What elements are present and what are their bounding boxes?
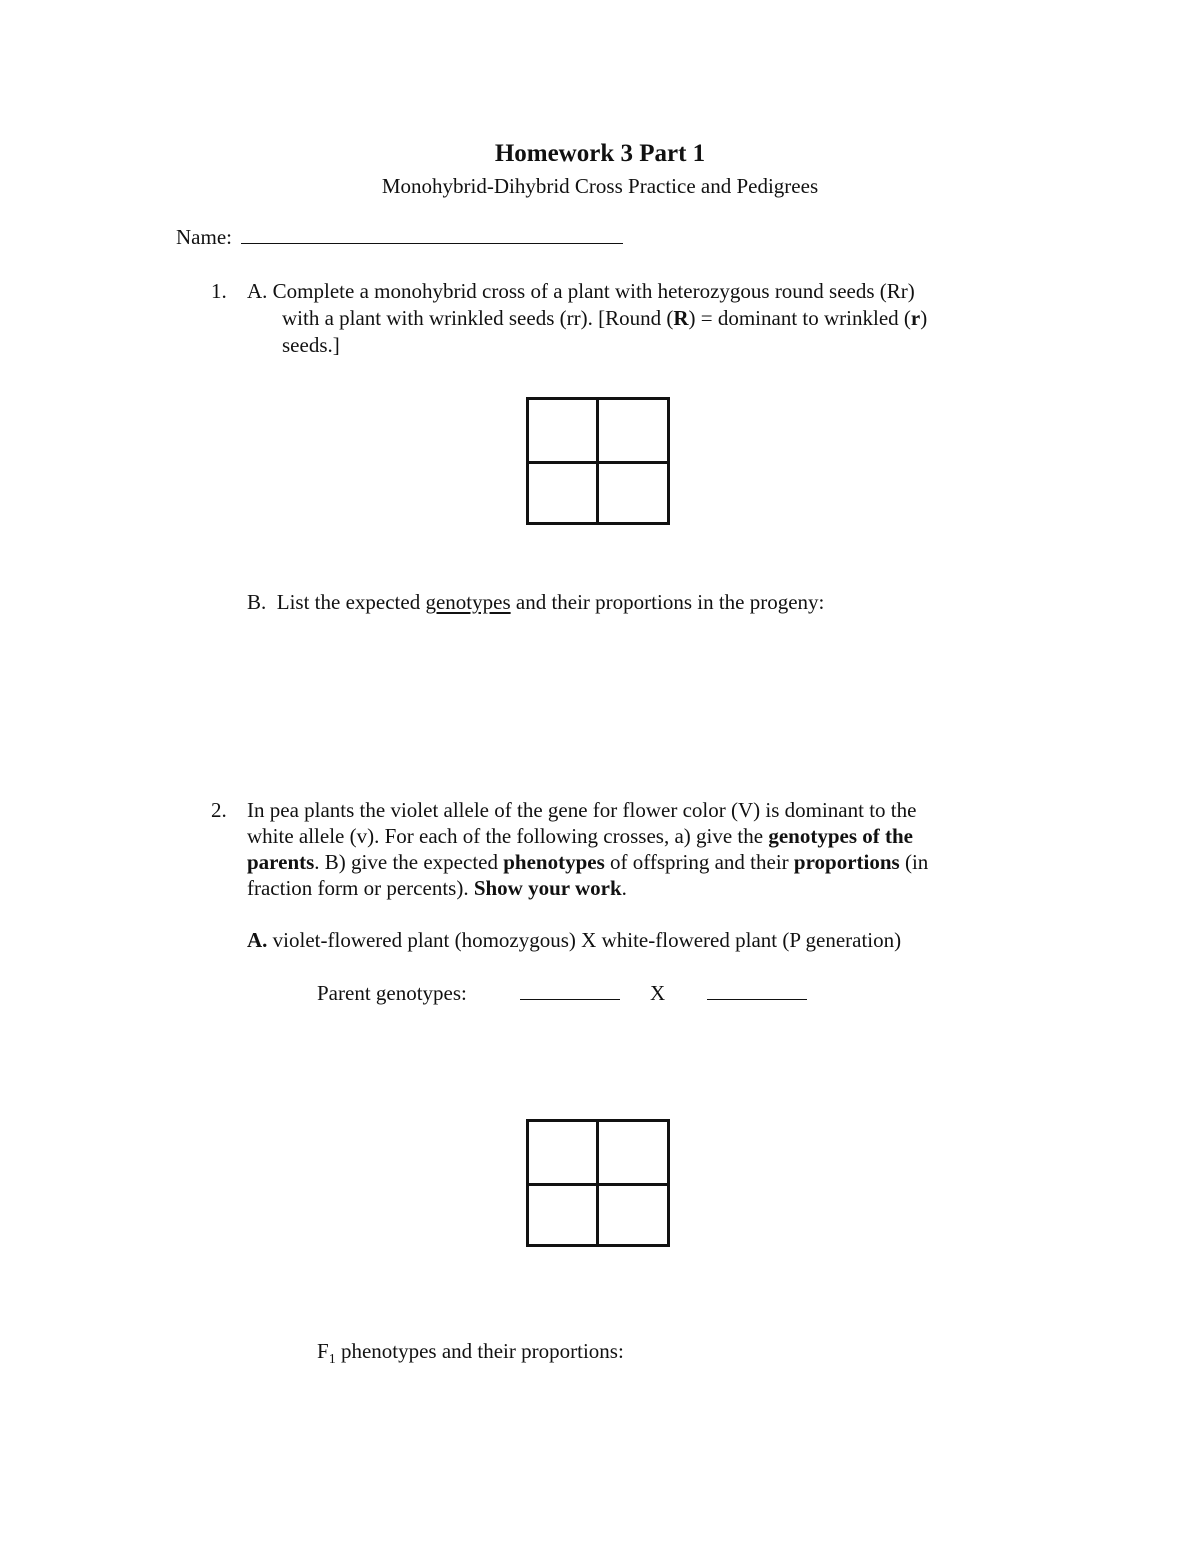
punnett-cell[interactable]: [529, 1122, 599, 1186]
parent-genotype-blank-1[interactable]: [520, 999, 620, 1000]
q2-intro-text-4c: .: [621, 876, 627, 900]
q1a-recessive-allele: r: [910, 306, 921, 330]
q2a-parent-genotypes-label: Parent genotypes:: [317, 981, 467, 1005]
q1a-text-line2-a: with a plant with wrinkled seeds (rr). [Round (: [282, 306, 674, 330]
q2-intro-bold-parents: parents: [247, 850, 315, 874]
page-title: Homework 3 Part 1: [494, 140, 706, 167]
q2-intro-text-3f: (in: [899, 850, 929, 874]
q1b-line: [247, 589, 824, 615]
q2a-text: violet-flowered plant (homozygous) X white-flowered plant (P generation): [267, 928, 902, 952]
name-label: Name:: [176, 225, 232, 249]
q2-intro-line2: [247, 823, 913, 849]
f1-subscript: 1: [328, 1352, 336, 1368]
q2-intro-text-3b: . B) give the expected: [314, 850, 504, 874]
q2-intro-bold-show-work: Show your work: [473, 876, 622, 900]
q2-number: 2.: [211, 798, 227, 822]
q2-intro-text-2a: white allele (v). For each of the following crosses, a) give the: [247, 824, 769, 848]
q1b-text-b: and their proportions in the progeny:: [510, 590, 825, 614]
q2-intro-text-3d: of offspring and their: [604, 850, 794, 874]
f1-prefix: F: [317, 1339, 329, 1363]
q1a-dominant-allele: R: [673, 306, 689, 330]
punnett-square-q1: [526, 397, 670, 525]
q1b-label: B.: [247, 590, 267, 614]
q2-intro-line3: [247, 849, 928, 875]
punnett-cell[interactable]: [529, 1186, 599, 1244]
name-blank[interactable]: [241, 243, 623, 244]
punnett-cell[interactable]: [599, 1122, 667, 1186]
q2a-line: [247, 927, 901, 953]
q1a-text-line1: Complete a monohybrid cross of a plant with heterozygous round seeds (Rr): [272, 279, 915, 303]
q1a-line3: seeds.]: [282, 333, 340, 357]
punnett-cell[interactable]: [529, 400, 599, 464]
q1-number: 1.: [211, 279, 227, 303]
q1a-text-line2-e: ): [920, 306, 928, 330]
cross-symbol: X: [650, 981, 666, 1005]
name-row: [176, 224, 623, 250]
punnett-cell[interactable]: [599, 1186, 667, 1244]
punnett-cell[interactable]: [529, 464, 599, 522]
punnett-cell[interactable]: [599, 400, 667, 464]
parent-genotype-blank-2[interactable]: [707, 999, 807, 1000]
q2-intro-bold-proportions: proportions: [793, 850, 900, 874]
q2-intro-bold-genotypes: genotypes of the: [768, 824, 913, 848]
q1a-label: A.: [247, 279, 268, 303]
f1-phenotypes-line: [317, 1338, 624, 1373]
punnett-cell[interactable]: [599, 464, 667, 522]
q1a-line1: [247, 278, 915, 304]
q2-intro-bold-phenotypes: phenotypes: [503, 850, 605, 874]
q2-intro-line1: In pea plants the violet allele of the gene for flower color (V) is dominant to the: [247, 798, 917, 822]
f1-text: phenotypes and their proportions:: [335, 1339, 624, 1363]
q1a-text-line2-c: ) = dominant to wrinkled (: [688, 306, 911, 330]
q1b-genotypes-underlined: genotypes: [425, 590, 511, 614]
page-subtitle: Monohybrid-Dihybrid Cross Practice and Pedigrees: [381, 174, 819, 198]
q1a-line2: [282, 305, 927, 331]
punnett-square-q2a: [526, 1119, 670, 1247]
q2-intro-line4: [247, 875, 627, 901]
q1b-text-a: List the expected: [276, 590, 426, 614]
q2-intro-text-4a: fraction form or percents).: [247, 876, 474, 900]
q2a-label: A.: [247, 928, 268, 952]
